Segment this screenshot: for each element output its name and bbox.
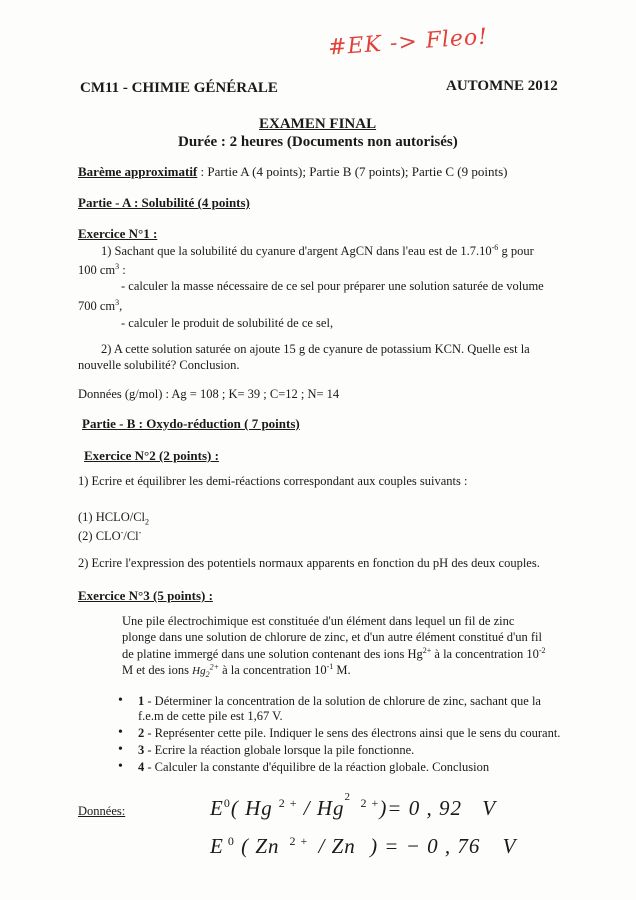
para3-a: de platine immergé dans une solution contenant des ions Hg [122, 647, 423, 662]
para3-b: à la concentration 10 [431, 647, 539, 662]
couple-1 [78, 510, 149, 527]
ex2-q2: 2) Ecrire l'expression des potentiels normaux apparents en fonction du pH des deux couples. [78, 556, 540, 570]
eq2-charge: 2 + [289, 834, 309, 848]
item-number: 1 [138, 694, 145, 708]
hg-ion-subscript: 2 [205, 670, 210, 680]
eq1-value: )= 0 , 92 [379, 796, 462, 820]
partA-heading: Partie - A : Solubilité (4 points) [78, 195, 250, 210]
ex3-para-line1: Une pile électrochimique est constituée d'un élément dans lequel un fil de zinc [122, 614, 515, 628]
eq1-sub: 2 [344, 791, 352, 803]
ex1-heading: Exercice N°1 : [78, 226, 158, 241]
equation-hg [210, 791, 497, 821]
list-item [118, 694, 564, 724]
hg-ion-charge: 2+ [209, 662, 219, 672]
q1-exponent: -6 [491, 243, 499, 252]
q1-line4-exponent: 3 [115, 298, 120, 307]
q1-text: 1) Sachant que la solubilité du cyanure d'argent AgCN dans l'eau est de 1.7.10 [101, 244, 492, 259]
ex1-q1-line1 [101, 243, 534, 259]
eq2-E: E [210, 834, 224, 858]
couple2-charge1: - [120, 528, 124, 537]
list-item [118, 760, 564, 775]
item-text: - Déterminer la concentration de la solution de chlorure de zinc, sachant que la f.e.m de cette pile est 1,67 V. [138, 694, 541, 723]
eq1-charge2: 2 + [360, 796, 380, 810]
eq1-unit: V [482, 796, 497, 820]
eq1-red: / Hg [303, 796, 345, 820]
ex3-para-line4 [122, 662, 351, 679]
eq2-ox: ( Zn [241, 834, 280, 858]
eq1-E: E [210, 796, 224, 820]
equation-zn [210, 834, 516, 859]
eq2-value: ) = − 0 , 76 [370, 834, 481, 858]
q1-line4-text: 700 cm [78, 299, 116, 314]
ex1-bullet1: - calculer la masse nécessaire de ce sel pour préparer une solution saturée de volume [121, 279, 544, 293]
couple2-text: (2) CLO [78, 529, 121, 544]
eq2-standard: 0 [227, 834, 235, 848]
exam-title: EXAMEN FINAL [259, 116, 377, 132]
ex1-q2-line1: 2) A cette solution saturée on ajoute 15 g de cyanure de potassium KCN. Quelle est la [101, 342, 530, 356]
item-text: - Ecrire la réaction globale lorsque la pile fonctionne. [144, 743, 415, 757]
bareme-text: : Partie A (4 points); Partie B (7 points); Partie C (9 points) [197, 164, 508, 179]
ex2-q1: 1) Ecrire et équilibrer les demi-réactions correspondant aux couples suivants : [78, 474, 468, 488]
couple1-subscript: 2 [145, 517, 150, 527]
eq2-unit: V [502, 834, 517, 858]
ex1-q2-line2: nouvelle solubilité? Conclusion. [78, 358, 240, 372]
hg-ion-symbol: Hg [192, 665, 206, 678]
bareme-label: Barème approximatif [78, 164, 198, 179]
bareme-line [78, 164, 507, 180]
list-item [118, 726, 564, 741]
handwritten-note: #EK -> Fleo! [327, 24, 489, 61]
q1-line2-end: : [119, 263, 126, 278]
para3-charge: 2+ [422, 646, 432, 655]
eq1-hg2-charge [344, 791, 361, 815]
ex3-questions [118, 694, 564, 777]
item-text: - Représenter cette pile. Indiquer le sens des électrons ainsi que le sens du courant. [144, 726, 561, 740]
hg-ion [192, 662, 219, 680]
q1-text-end: g pour [498, 244, 534, 259]
q1-line4-end: , [119, 299, 123, 314]
course-title: CM11 - CHIMIE GÉNÉRALE [80, 80, 278, 96]
eq2-red: / Zn [318, 834, 356, 858]
ex1-bullet2: - calculer le produit de solubilité de ce sel, [121, 316, 334, 330]
q1-line2-text: 100 cm [78, 263, 116, 278]
eq1-standard: 0 [223, 796, 231, 810]
ex1-q1-line2 [78, 262, 126, 278]
ex3-para-line2: plonge dans une solution de chlorure de zinc, et d'un autre élément constitué d'un fil [122, 630, 543, 644]
item-number: 2 [138, 726, 145, 740]
para4-b: à la concentration 10 [219, 663, 327, 678]
partA-data: Données (g/mol) : Ag = 108 ; K= 39 ; C=12 ; N= 14 [78, 387, 340, 401]
item-number: 3 [138, 743, 145, 757]
couple1-text: (1) HCLO/Cl [78, 510, 146, 524]
semester: AUTOMNE 2012 [446, 78, 558, 94]
para4-exponent: -1 [326, 662, 334, 671]
para4-a: M et des ions [122, 663, 193, 678]
q1-line2-exponent: 3 [115, 262, 120, 271]
para4-c: M. [333, 663, 351, 678]
ex1-q1-line4 [78, 298, 122, 314]
eq1-charge: 2 + [278, 796, 298, 810]
ex3-heading: Exercice N°3 (5 points) : [78, 588, 213, 603]
couple-2 [78, 528, 141, 544]
eq1-ox: ( Hg [230, 796, 273, 820]
partB-heading: Partie - B : Oxydo-réduction ( 7 points) [82, 416, 300, 431]
ex3-para-line3 [122, 646, 546, 662]
item-text: - Calculer la constante d'équilibre de la réaction globale. Conclusion [144, 760, 490, 774]
ex2-heading: Exercice N°2 (2 points) : [84, 448, 219, 463]
list-item [118, 743, 564, 758]
couple2-charge2: - [138, 528, 142, 537]
donnees-label: Données: [78, 804, 126, 818]
couple2-mid: /Cl [123, 529, 139, 544]
exam-duration: Durée : 2 heures (Documents non autorisés) [178, 134, 458, 150]
para3-exponent: -2 [538, 646, 546, 655]
item-number: 4 [138, 760, 145, 774]
